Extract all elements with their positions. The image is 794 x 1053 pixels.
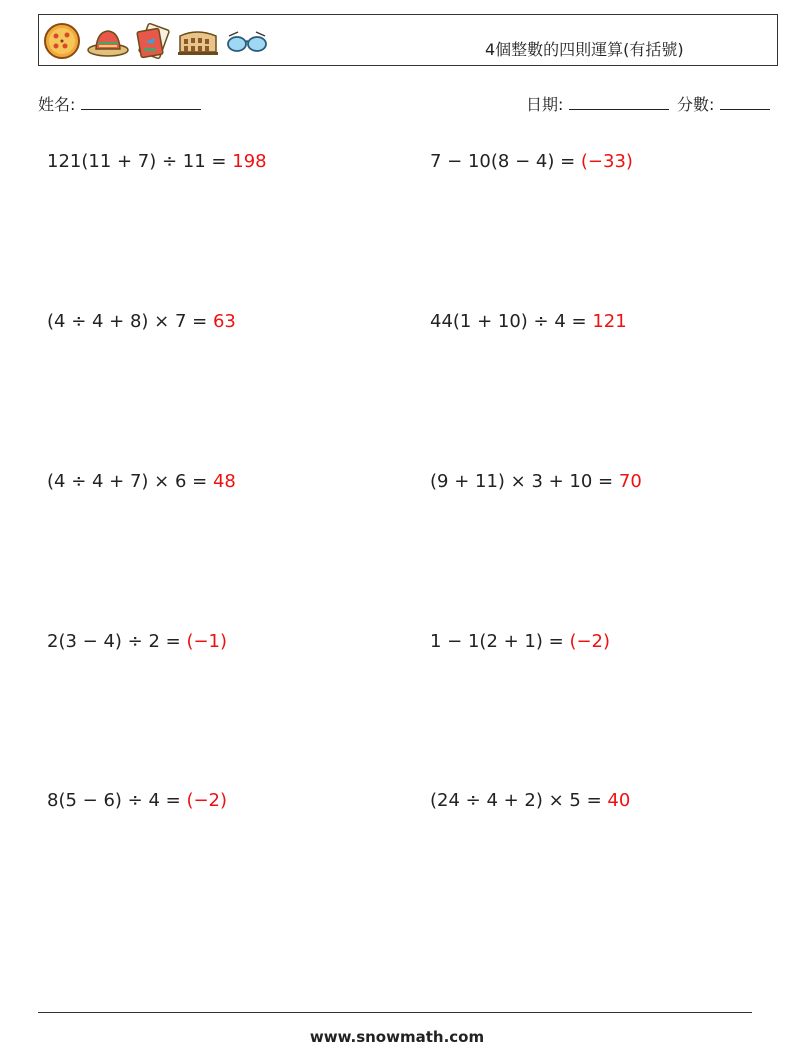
- problem-8: [430, 631, 610, 652]
- score-label: 分數:: [677, 95, 715, 114]
- problem-4: [430, 311, 627, 332]
- name-blank[interactable]: [81, 95, 201, 110]
- date-blank[interactable]: [569, 95, 669, 110]
- problem-question: (4 ÷ 4 + 7) × 6 =: [47, 471, 208, 492]
- name-label: 姓名:: [38, 95, 76, 114]
- problem-question: 8(5 − 6) ÷ 4 =: [47, 790, 181, 811]
- problem-answer: (−2): [186, 790, 228, 811]
- problem-7: [47, 631, 227, 652]
- problem-question: 1 − 1(2 + 1) =: [430, 631, 564, 652]
- footer-divider: [38, 1012, 752, 1013]
- problem-9: [47, 790, 227, 811]
- worksheet-title: 4個整數的四則運算(有括號): [485, 40, 684, 59]
- problem-answer: 48: [212, 471, 236, 492]
- header-icons: [43, 23, 269, 59]
- pizza-icon: [43, 22, 81, 60]
- problem-3: [47, 311, 236, 332]
- problem-answer: (−2): [569, 631, 611, 652]
- problem-answer: (−33): [580, 151, 633, 172]
- worksheet-header: [38, 14, 778, 66]
- problem-5: [47, 471, 236, 492]
- problem-answer: 70: [618, 471, 642, 492]
- passport-icon: [135, 22, 171, 60]
- problem-answer: 198: [232, 151, 267, 172]
- problem-2: [430, 151, 633, 172]
- date-field: [526, 92, 669, 115]
- problem-question: 44(1 + 10) ÷ 4 =: [430, 311, 587, 332]
- problem-question: 121(11 + 7) ÷ 11 =: [47, 151, 227, 172]
- problem-answer: 40: [607, 790, 631, 811]
- problem-question: 2(3 − 4) ÷ 2 =: [47, 631, 181, 652]
- problem-answer: 121: [592, 311, 627, 332]
- problem-question: (24 ÷ 4 + 2) × 5 =: [430, 790, 602, 811]
- problem-question: (4 ÷ 4 + 8) × 7 =: [47, 311, 208, 332]
- score-blank[interactable]: [720, 95, 770, 110]
- problem-question: (9 + 11) × 3 + 10 =: [430, 471, 614, 492]
- problem-answer: (−1): [186, 631, 228, 652]
- problem-6: [430, 471, 642, 492]
- problem-10: [430, 790, 630, 811]
- name-field: [38, 92, 201, 115]
- problem-answer: 63: [212, 311, 236, 332]
- colosseum-icon: [177, 22, 219, 60]
- date-label: 日期:: [526, 95, 564, 114]
- footer-url[interactable]: www.snowmath.com: [309, 1028, 485, 1046]
- problem-1: [47, 151, 267, 172]
- problem-question: 7 − 10(8 − 4) =: [430, 151, 576, 172]
- score-field: [677, 92, 770, 115]
- sombrero-icon: [87, 22, 129, 60]
- sunglasses-icon: [225, 22, 269, 60]
